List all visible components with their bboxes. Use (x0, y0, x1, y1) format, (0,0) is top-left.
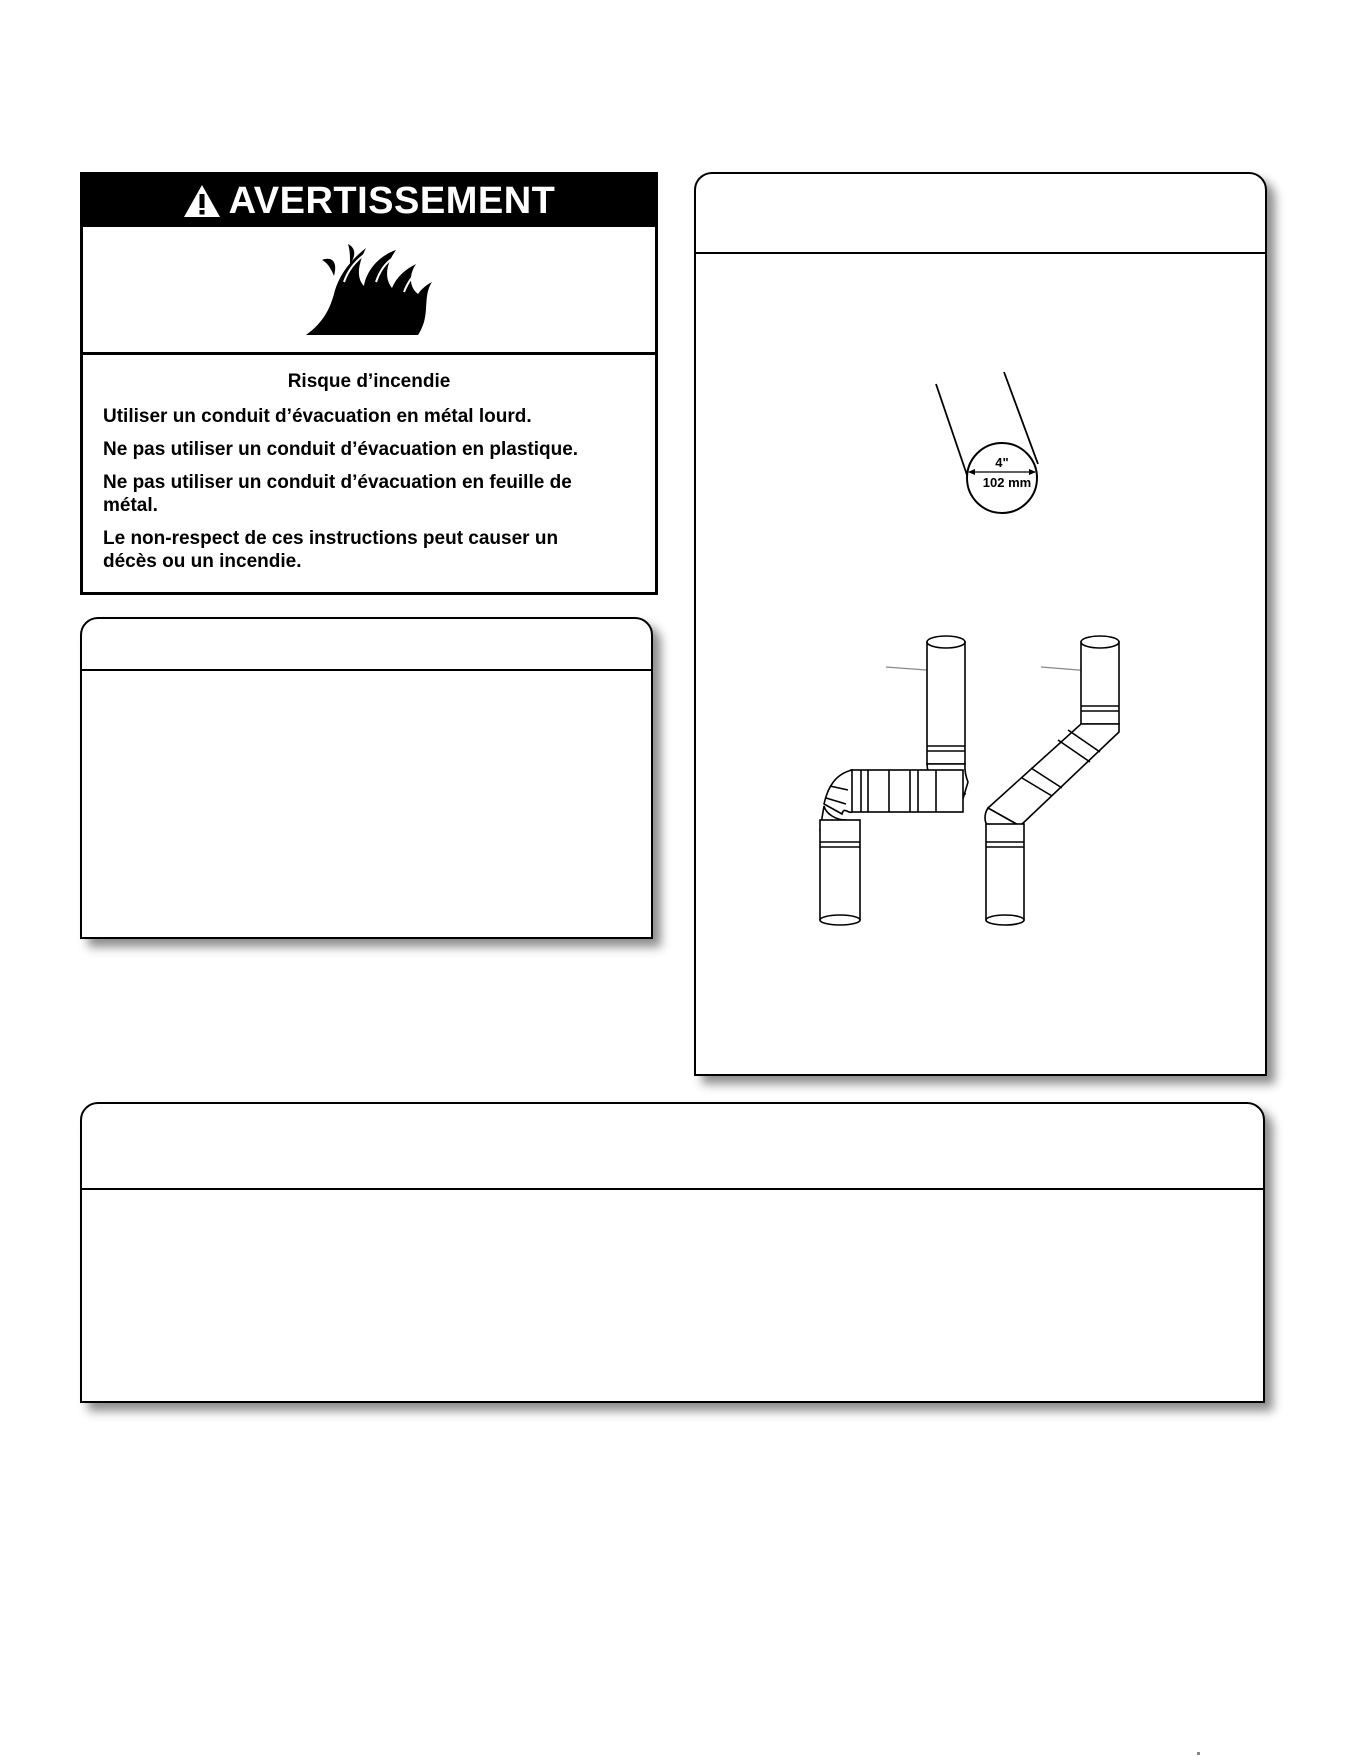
warning-title: AVERTISSEMENT (228, 179, 556, 222)
duct-assembly-elbows (820, 636, 968, 925)
warning-line-4: Le non-respect de ces instructions peut causer un décès ou un incendie. (103, 528, 559, 572)
warning-triangle-icon (183, 184, 221, 218)
warning-line-1: Utiliser un conduit d’évacuation en métal lourd. (103, 406, 532, 427)
page-mark (1197, 1752, 1200, 1755)
warning-header (83, 175, 655, 227)
warning-line-2: Ne pas utiliser un conduit d’évacuation en plastique. (103, 439, 579, 460)
panel-divider (82, 669, 651, 671)
fire-icon (304, 242, 434, 337)
warning-box (80, 172, 658, 595)
warning-line-3: Ne pas utiliser un conduit d’évacuation en feuille de métal. (103, 472, 572, 516)
panel-divider (82, 1188, 1263, 1190)
duct-diameter-mm: 102 mm (982, 475, 1032, 490)
warning-icon-row (83, 227, 655, 355)
duct-assembly-angled (985, 636, 1119, 925)
duct-diagram-panel (694, 172, 1267, 1076)
info-panel-left (80, 617, 653, 939)
info-panel-bottom (80, 1102, 1265, 1403)
duct-diagrams (696, 174, 1265, 1074)
risk-title: Risque d’incendie (287, 371, 451, 392)
duct-diameter-inches: 4" (995, 455, 1009, 470)
warning-text (83, 355, 655, 592)
duct-diameter-diagram (936, 372, 1038, 513)
